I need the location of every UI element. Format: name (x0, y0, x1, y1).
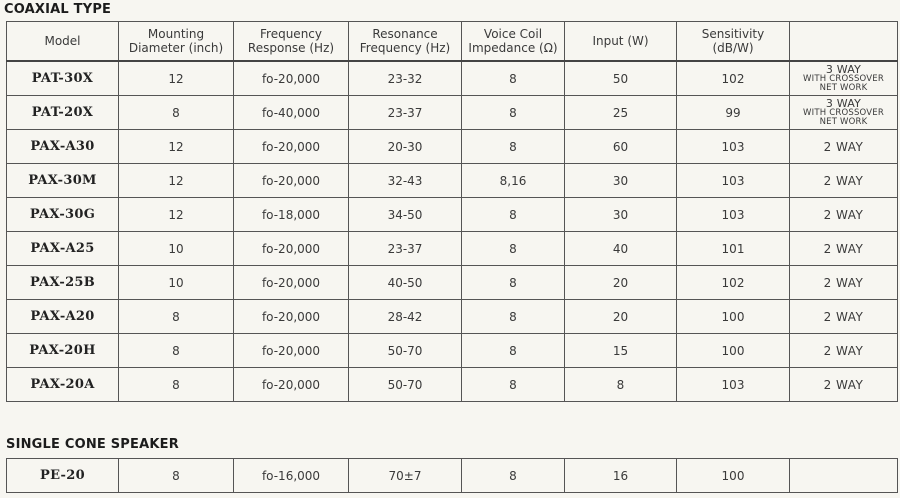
cell-type: 2 WAY (790, 198, 898, 232)
cell-input: 20 (565, 300, 677, 334)
cell-model: PE-20 (7, 459, 119, 493)
cell-frequency-response: fo-20,000 (234, 164, 349, 198)
cell-input: 8 (565, 368, 677, 402)
cell-type (790, 61, 898, 96)
cell-impedance: 8 (462, 368, 565, 402)
table-row (7, 198, 898, 232)
cell-diameter: 10 (119, 232, 234, 266)
cell-input: 40 (565, 232, 677, 266)
cell-model: PAT-20X (7, 96, 119, 130)
cell-model: PAX-25B (7, 266, 119, 300)
cell-resonance: 34-50 (349, 198, 462, 232)
type-line: NET WORK (819, 83, 868, 93)
table-row (7, 459, 898, 493)
cell-impedance: 8 (462, 300, 565, 334)
cell-model: PAX-A30 (7, 130, 119, 164)
cell-model: PAX-20A (7, 368, 119, 402)
cell-sensitivity: 103 (677, 130, 790, 164)
cell-frequency-response: fo-18,000 (234, 198, 349, 232)
cell-sensitivity: 100 (677, 300, 790, 334)
single-cone-spec-table (6, 458, 898, 493)
cell-resonance: 50-70 (349, 334, 462, 368)
cell-diameter: 12 (119, 61, 234, 96)
cell-diameter: 8 (119, 459, 234, 493)
cell-type: 2 WAY (790, 130, 898, 164)
cell-diameter: 8 (119, 96, 234, 130)
table-row (7, 164, 898, 198)
cell-resonance: 70±7 (349, 459, 462, 493)
cell-frequency-response: fo-20,000 (234, 368, 349, 402)
cell-sensitivity: 103 (677, 198, 790, 232)
cell-frequency-response: fo-20,000 (234, 334, 349, 368)
cell-frequency-response: fo-20,000 (234, 130, 349, 164)
cell-diameter: 12 (119, 130, 234, 164)
cell-model: PAX-20H (7, 334, 119, 368)
cell-diameter: 12 (119, 198, 234, 232)
coaxial-section-title: COAXIAL TYPE (4, 2, 112, 17)
cell-resonance: 23-37 (349, 96, 462, 130)
cell-resonance: 23-32 (349, 61, 462, 96)
cell-impedance: 8 (462, 334, 565, 368)
cell-input: 16 (565, 459, 677, 493)
cell-sensitivity: 101 (677, 232, 790, 266)
cell-sensitivity: 103 (677, 368, 790, 402)
header-frequency-response: Frequency Response (Hz) (234, 22, 349, 62)
cell-resonance: 50-70 (349, 368, 462, 402)
cell-impedance: 8 (462, 266, 565, 300)
cell-type: 2 WAY (790, 164, 898, 198)
header-voice-coil-impedance: Voice Coil Impedance (Ω) (462, 22, 565, 62)
cell-input: 25 (565, 96, 677, 130)
cell-impedance: 8,16 (462, 164, 565, 198)
cell-frequency-response: fo-20,000 (234, 61, 349, 96)
header-resonance-frequency: Resonance Frequency (Hz) (349, 22, 462, 62)
header-input: Input (W) (565, 22, 677, 62)
cell-model: PAX-30M (7, 164, 119, 198)
cell-diameter: 8 (119, 368, 234, 402)
cell-type (790, 96, 898, 130)
header-model: Model (7, 22, 119, 62)
cell-input: 20 (565, 266, 677, 300)
cell-type: 2 WAY (790, 266, 898, 300)
table-row (7, 61, 898, 96)
cell-input: 30 (565, 198, 677, 232)
header-mounting-diameter: Mounting Diameter (inch) (119, 22, 234, 62)
cell-sensitivity: 100 (677, 459, 790, 493)
cell-impedance: 8 (462, 61, 565, 96)
cell-type: 2 WAY (790, 368, 898, 402)
cell-model: PAX-A20 (7, 300, 119, 334)
cell-model: PAT-30X (7, 61, 119, 96)
cell-diameter: 8 (119, 334, 234, 368)
cell-input: 50 (565, 61, 677, 96)
type-line: NET WORK (819, 117, 868, 127)
table-row (7, 300, 898, 334)
table-row (7, 266, 898, 300)
table-row (7, 130, 898, 164)
cell-frequency-response: fo-40,000 (234, 96, 349, 130)
single-cone-section-title: SINGLE CONE SPEAKER (6, 437, 179, 452)
cell-input: 30 (565, 164, 677, 198)
cell-diameter: 8 (119, 300, 234, 334)
table-row (7, 368, 898, 402)
cell-type: 2 WAY (790, 334, 898, 368)
table-row (7, 334, 898, 368)
cell-type: 2 WAY (790, 232, 898, 266)
table-header-row (7, 22, 898, 62)
cell-sensitivity: 102 (677, 266, 790, 300)
cell-diameter: 12 (119, 164, 234, 198)
cell-diameter: 10 (119, 266, 234, 300)
cell-frequency-response: fo-20,000 (234, 266, 349, 300)
type-line: WITH CROSSOVER (803, 108, 884, 118)
type-line: 3 WAY (825, 63, 862, 76)
cell-type (790, 459, 898, 493)
cell-sensitivity: 103 (677, 164, 790, 198)
cell-sensitivity: 100 (677, 334, 790, 368)
header-sensitivity: Sensitivity (dB/W) (677, 22, 790, 62)
cell-model: PAX-30G (7, 198, 119, 232)
cell-impedance: 8 (462, 459, 565, 493)
coaxial-spec-table (6, 21, 898, 402)
cell-sensitivity: 99 (677, 96, 790, 130)
cell-resonance: 28-42 (349, 300, 462, 334)
cell-resonance: 40-50 (349, 266, 462, 300)
cell-impedance: 8 (462, 232, 565, 266)
cell-type: 2 WAY (790, 300, 898, 334)
type-line: WITH CROSSOVER (803, 74, 884, 84)
cell-sensitivity: 102 (677, 61, 790, 96)
cell-impedance: 8 (462, 198, 565, 232)
cell-frequency-response: fo-16,000 (234, 459, 349, 493)
cell-frequency-response: fo-20,000 (234, 232, 349, 266)
cell-impedance: 8 (462, 96, 565, 130)
table-row (7, 232, 898, 266)
cell-resonance: 32-43 (349, 164, 462, 198)
cell-resonance: 23-37 (349, 232, 462, 266)
table-row (7, 96, 898, 130)
type-line: 3 WAY (825, 97, 862, 110)
cell-resonance: 20-30 (349, 130, 462, 164)
cell-input: 15 (565, 334, 677, 368)
cell-input: 60 (565, 130, 677, 164)
cell-model: PAX-A25 (7, 232, 119, 266)
cell-impedance: 8 (462, 130, 565, 164)
header-type (790, 22, 898, 62)
cell-frequency-response: fo-20,000 (234, 300, 349, 334)
